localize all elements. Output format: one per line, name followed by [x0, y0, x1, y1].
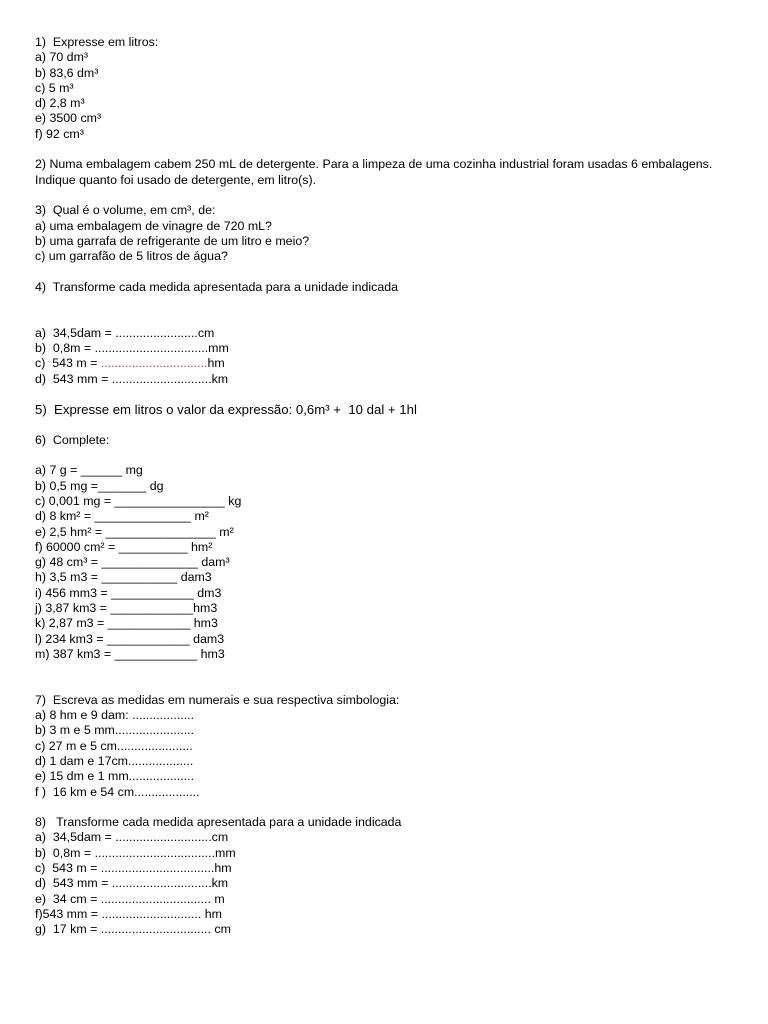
question-6-item-d: d) 8 km² = ______________ m²: [35, 509, 209, 524]
worksheet: [35, 35, 745, 938]
question-8-item-e: e) 34 cm = ................................ m: [35, 891, 225, 906]
question-1-item-d: d) 2,8 m³: [35, 96, 85, 111]
question-4-item-c: [35, 356, 745, 371]
question-6-title: 6) Complete:: [35, 432, 110, 447]
question-4-title: 4) Transforme cada medida apresentada para a unidade indicada: [35, 279, 399, 294]
question-8-item-c: c) 543 m = .................................hm: [35, 861, 232, 876]
question-4-item-b: b) 0,8m = .................................mm: [35, 340, 229, 355]
question-6: [35, 433, 745, 662]
question-1-item-c: c) 5 m³: [35, 80, 74, 95]
question-8-item-f: f)543 mm = ............................. hm: [35, 906, 222, 921]
question-4-item-c-prefix: c) 543 m =: [35, 356, 101, 371]
question-8-title: 8) Transforme cada medida apresentada para a unidade indicada: [35, 815, 402, 830]
question-4: [35, 280, 745, 387]
question-8: [35, 815, 745, 937]
question-4-item-c-unit: hm: [207, 356, 225, 371]
question-3-title: 3) Qual é o volume, em cm³, de:: [35, 203, 216, 218]
question-4-item-a: a) 34,5dam = ........................cm: [35, 325, 215, 340]
question-3: [35, 203, 745, 264]
question-1-item-e: e) 3500 cm³: [35, 111, 102, 126]
question-7-item-f: f ) 16 km e 54 cm...................: [35, 784, 200, 799]
question-1-item-f: f) 92 cm³: [35, 126, 84, 141]
question-7-item-b: b) 3 m e 5 mm.......................: [35, 723, 195, 738]
question-8-item-d: d) 543 mm = .............................km: [35, 876, 229, 891]
question-5: [35, 402, 745, 417]
question-7-item-d: d) 1 dam e 17cm...................: [35, 753, 194, 768]
question-4-item-c-dots: ...............................: [100, 356, 208, 371]
question-1-title: 1) Expresse em litros:: [35, 35, 159, 49]
question-1-item-a: a) 70 dm³: [35, 50, 89, 65]
question-6-item-b: b) 0,5 mg =_______ dg: [35, 478, 164, 493]
question-3-item-c: c) um garrafão de 5 litros de água?: [35, 249, 228, 264]
question-6-item-k: k) 2,87 m3 = ____________ hm3: [35, 616, 218, 631]
question-1: [35, 35, 745, 142]
question-6-item-g: g) 48 cm³ = ______________ dam³: [35, 555, 230, 570]
question-7-title: 7) Escreva as medidas em numerais e sua respectiva simbologia:: [35, 692, 400, 707]
question-6-item-i: i) 456 mm3 = ____________ dm3: [35, 585, 222, 600]
question-6-item-f: f) 60000 cm² = __________ hm²: [35, 539, 213, 554]
question-4-item-d: d) 543 mm = .............................km: [35, 371, 229, 386]
question-3-item-b: b) uma garrafa de refrigerante de um litro e meio?: [35, 233, 310, 248]
question-6-item-e: e) 2,5 hm² = ________________ m²: [35, 524, 234, 539]
question-6-item-a: a) 7 g = ______ mg: [35, 463, 143, 478]
question-6-item-m: m) 387 km3 = ____________ hm3: [35, 646, 225, 661]
question-8-item-a: a) 34,5dam = ............................cm: [35, 830, 229, 845]
question-8-item-b: b) 0,8m = ...................................mm: [35, 845, 236, 860]
question-2-text: 2) Numa embalagem cabem 250 mL de detergente. Para a limpeza de uma cozinha industrial foram usadas 6 embalagens. Indique quanto foi usado de detergente, em litro(s).: [35, 157, 713, 187]
question-6-item-h: h) 3,5 m3 = ___________ dam3: [35, 570, 212, 585]
question-3-item-a: a) uma embalagem de vinagre de 720 mL?: [35, 218, 272, 233]
question-2: [35, 157, 745, 188]
question-6-item-c: c) 0,001 mg = ________________ kg: [35, 493, 242, 508]
question-6-item-j: j) 3,87 km3 = ____________hm3: [35, 600, 218, 615]
question-7-item-e: e) 15 dm e 1 mm...................: [35, 769, 195, 784]
question-7: [35, 693, 745, 800]
question-8-item-g: g) 17 km = ................................ cm: [35, 922, 231, 937]
question-6-item-l: l) 234 km3 = ____________ dam3: [35, 631, 225, 646]
question-7-item-c: c) 27 m e 5 cm......................: [35, 738, 193, 753]
question-5-title: 5) Expresse em litros o valor da expressão: 0,6m³ + 10 dal + 1hl: [35, 402, 417, 418]
question-1-item-b: b) 83,6 dm³: [35, 65, 99, 80]
question-7-item-a: a) 8 hm e 9 dam: ..................: [35, 708, 195, 723]
